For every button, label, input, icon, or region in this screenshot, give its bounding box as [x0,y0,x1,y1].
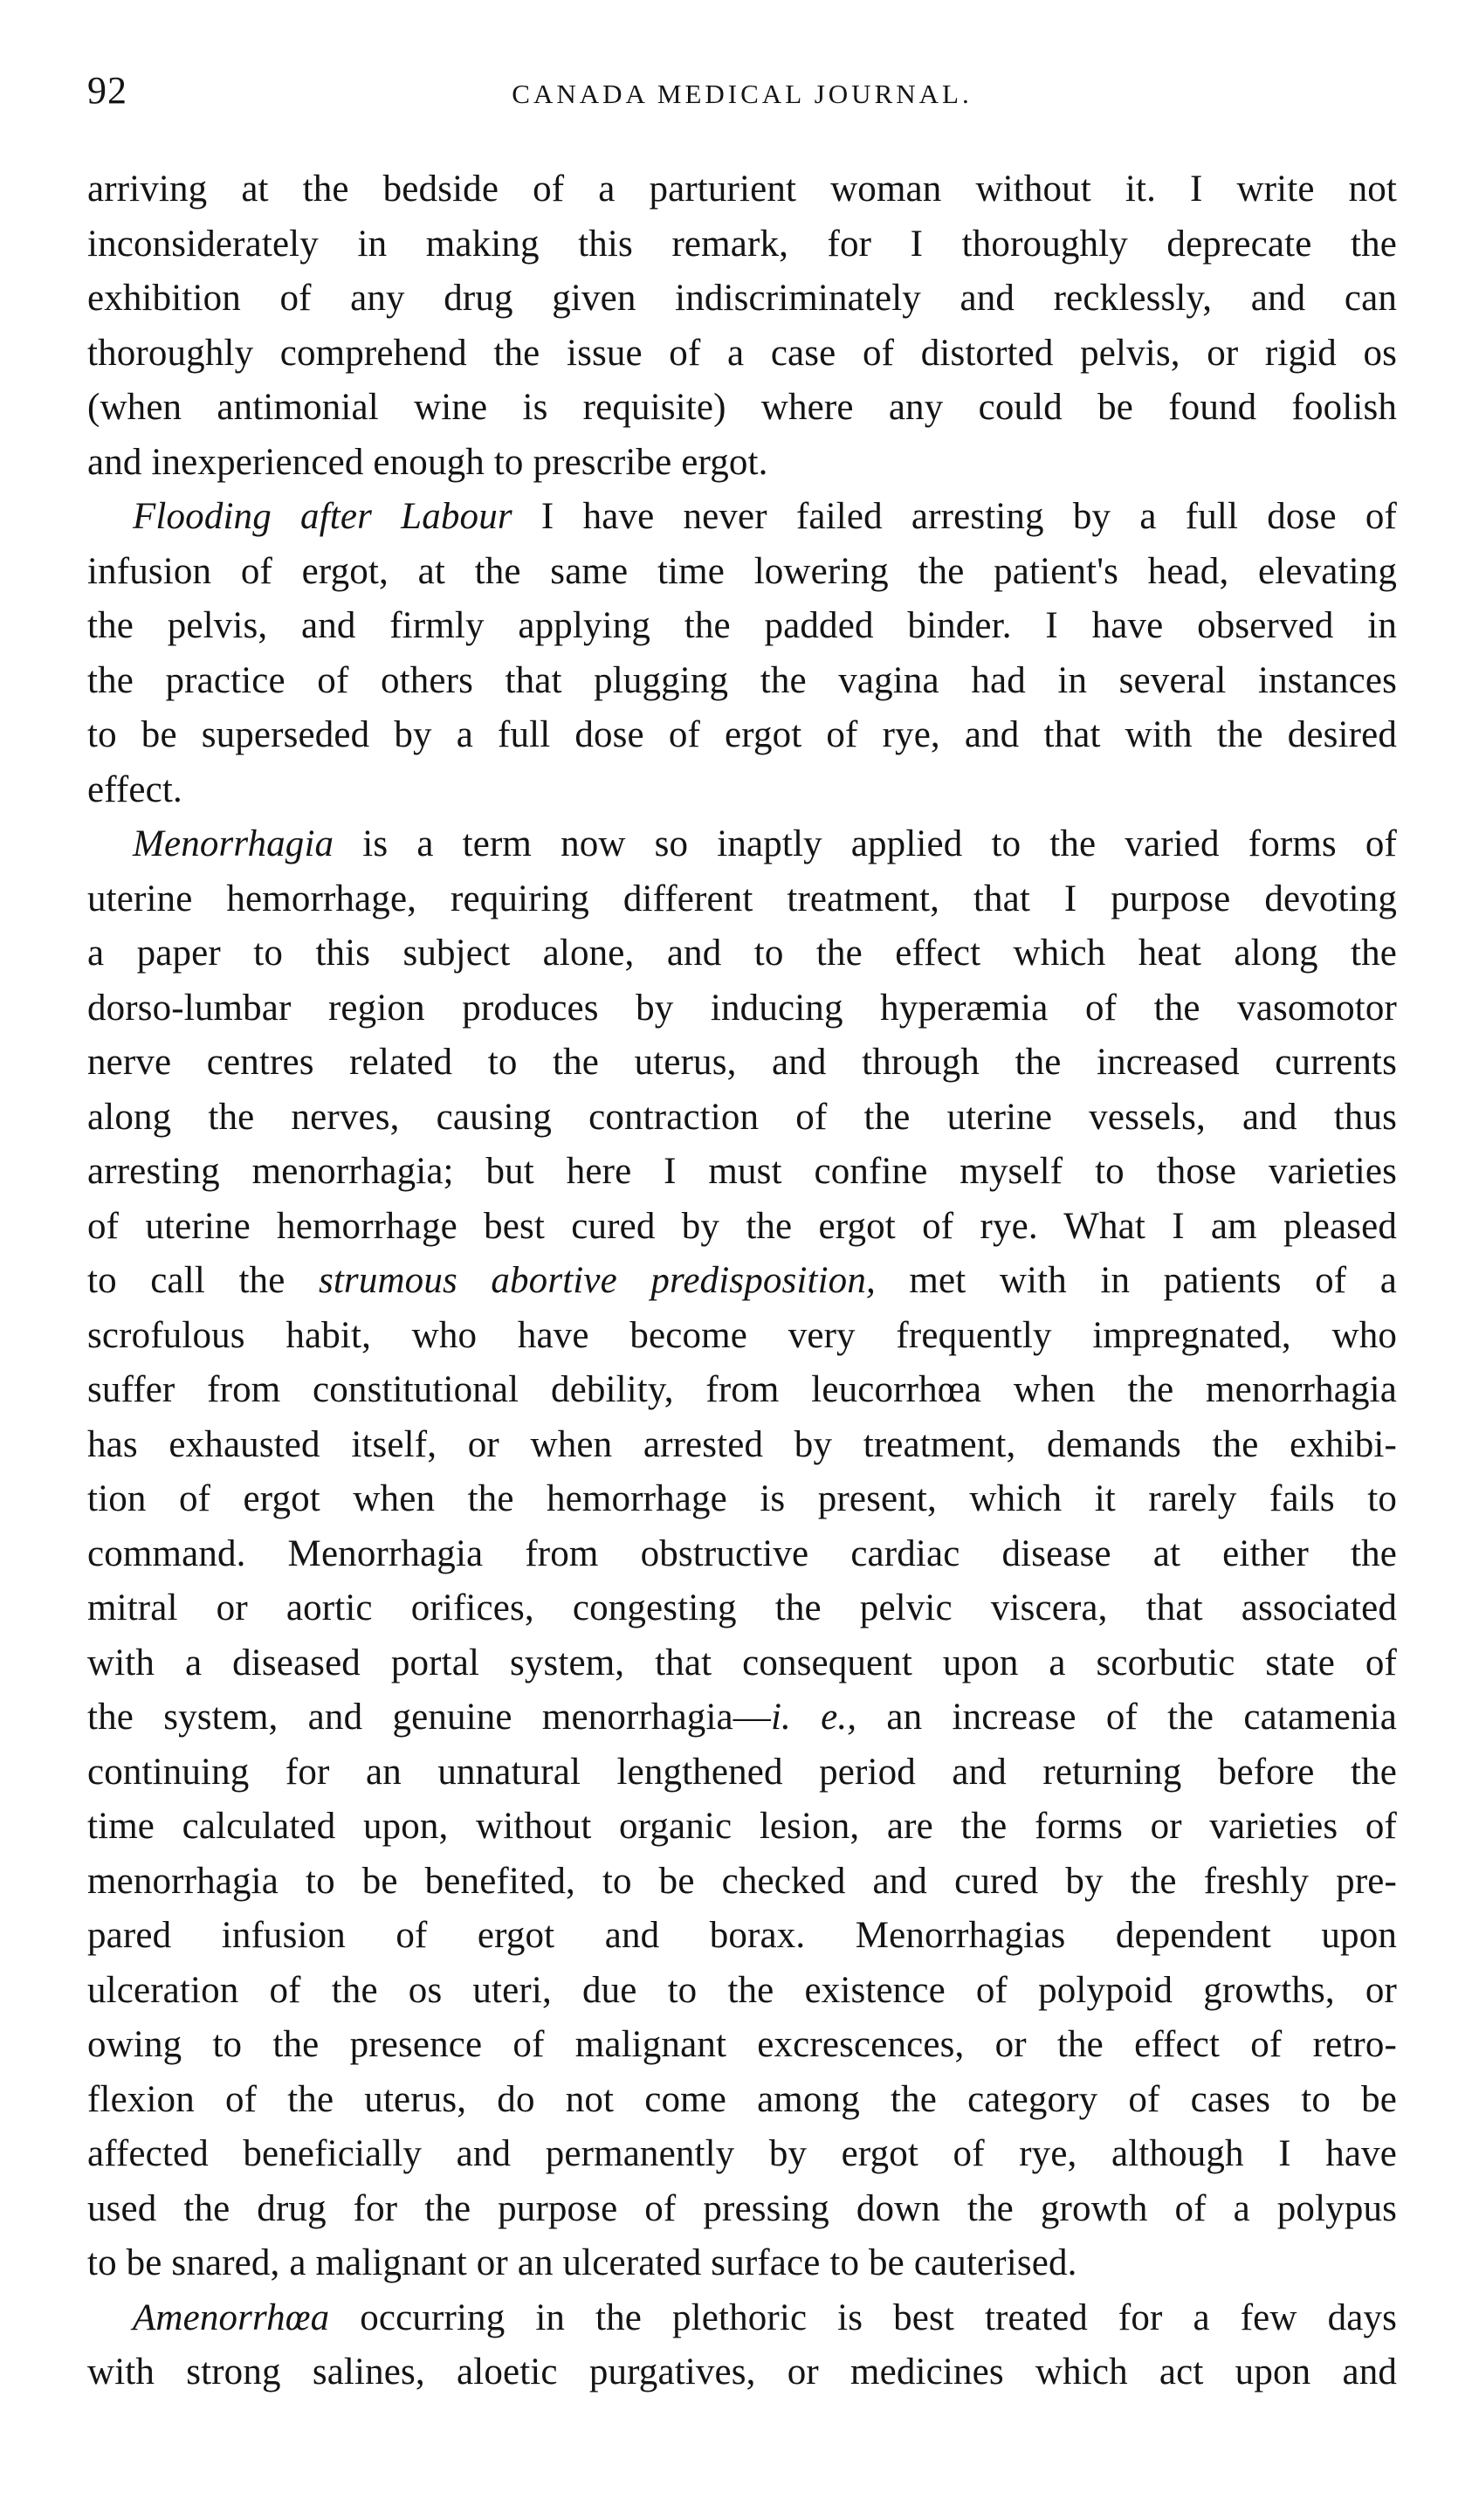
text-line: dorso-lumbar region produces by inducing hyperæmia of the vasomotor [87,987,1397,1029]
article-body [87,162,1397,2400]
text-line: to be superseded by a full dose of ergot of rye, and that with the desired [87,714,1397,755]
text-line: has exhausted itself, or when arrested by treatment, demands the exhibi- [87,1423,1397,1465]
text-line: infusion of ergot, at the same time lowering the patient's head, elevating [87,550,1397,592]
text-line: (when antimonial wine is requisite) where any could be found foolish [87,387,1397,428]
text-line: used the drug for the purpose of pressing down the growth of a polypus [87,2187,1397,2229]
text-line: ulceration of the os uteri, due to the existence of polypoid growths, or [87,1969,1397,2011]
text-line: effect. [87,768,182,810]
text-line: along the nerves, causing contraction of the uterine vessels, and thus [87,1096,1397,1138]
italic-lead: Menorrhagia [133,823,334,864]
text-line: and inexperienced enough to prescribe ergot. [87,441,768,483]
italic-lead: Flooding after Labour [133,496,512,537]
italic-lead: Amenorrhœa [133,2296,330,2338]
text-line [87,817,1397,872]
text-line [87,490,1397,545]
text-run: to call the [87,1260,319,1301]
text-line: a paper to this subject alone, and to the effect which heat along the [87,933,1397,974]
text-line: scrofulous habit, who have become very frequently impregnated, who [87,1314,1397,1356]
text-line: with a diseased portal system, that consequent upon a scorbutic state of [87,1642,1397,1683]
text-run: the system, and genuine menorrhagia— [87,1697,771,1738]
text-line: uterine hemorrhage, requiring different treatment, that I purpose devoting [87,878,1397,919]
text-line: arresting menorrhagia; but here I must confine myself to those varieties [87,1151,1397,1192]
italic-phrase: strumous abortive predisposition, [318,1260,876,1301]
text-line: owing to the presence of malignant excrescences, or the effect of retro- [87,2024,1397,2065]
text-line: suffer from constitutional debility, from leucorrhœa when the menorrhagia [87,1369,1397,1410]
text-run: an increase of the catamenia [856,1697,1397,1738]
text-line: with strong salines, aloetic purgatives, or medicines which act upon and [87,2351,1397,2393]
paragraph-2 [87,490,1397,817]
page-header [87,68,1397,138]
text-line: the pelvis, and firmly applying the padded binder. I have observed in [87,605,1397,646]
text-line: inconsiderately in making this remark, for I thoroughly deprecate the [87,223,1397,265]
journal-page [87,68,1397,2400]
text-line: nerve centres related to the uterus, and through the increased currents [87,1042,1397,1083]
text-line: tion of ergot when the hemorrhage is present, which it rarely fails to [87,1478,1397,1519]
text-line: of uterine hemorrhage best cured by the ergot of rye. What I am pleased [87,1205,1397,1247]
text-line: continuing for an unnatural lengthened period and returning before the [87,1751,1397,1793]
text-run: occurring in the plethoric is best treated for a few days [329,2296,1397,2338]
text-line: affected beneficially and permanently by ergot of rye, although I have [87,2133,1397,2174]
text-run: is a term now so inaptly applied to the varied forms of [334,823,1397,864]
paragraph-3 [87,817,1397,2291]
italic-abbrev: i. e., [770,1697,857,1738]
page-number: 92 [87,69,127,112]
text-line: thoroughly comprehend the issue of a case of distorted pelvis, or rigid os [87,332,1397,374]
text-line [87,1254,1397,1309]
paragraph-1 [87,162,1397,490]
paragraph-4 [87,2291,1397,2400]
text-line: menorrhagia to be benefited, to be checked and cured by the freshly pre- [87,1860,1397,1902]
text-line: arriving at the bedside of a parturient woman without it. I write not [87,169,1397,210]
text-line [87,2291,1397,2346]
text-line [87,1690,1397,1745]
text-line: the practice of others that plugging the vagina had in several instances [87,659,1397,701]
text-line: to be snared, a malignant or an ulcerated surface to be cauterised. [87,2242,1077,2283]
text-line: exhibition of any drug given indiscriminately and recklessly, and can [87,278,1397,319]
text-line: pared infusion of ergot and borax. Menorrhagias dependent upon [87,1915,1397,1956]
text-run: I have never failed arresting by a full dose of [512,496,1397,537]
running-head: CANADA MEDICAL JOURNAL. [512,79,973,109]
text-line: time calculated upon, without organic lesion, are the forms or varieties of [87,1806,1397,1847]
text-line: mitral or aortic orifices, congesting the pelvic viscera, that associated [87,1587,1397,1628]
text-line: flexion of the uterus, do not come among the category of cases to be [87,2078,1397,2120]
text-line: command. Menorrhagia from obstructive cardiac disease at either the [87,1532,1397,1574]
text-run: met with in patients of a [875,1260,1397,1301]
